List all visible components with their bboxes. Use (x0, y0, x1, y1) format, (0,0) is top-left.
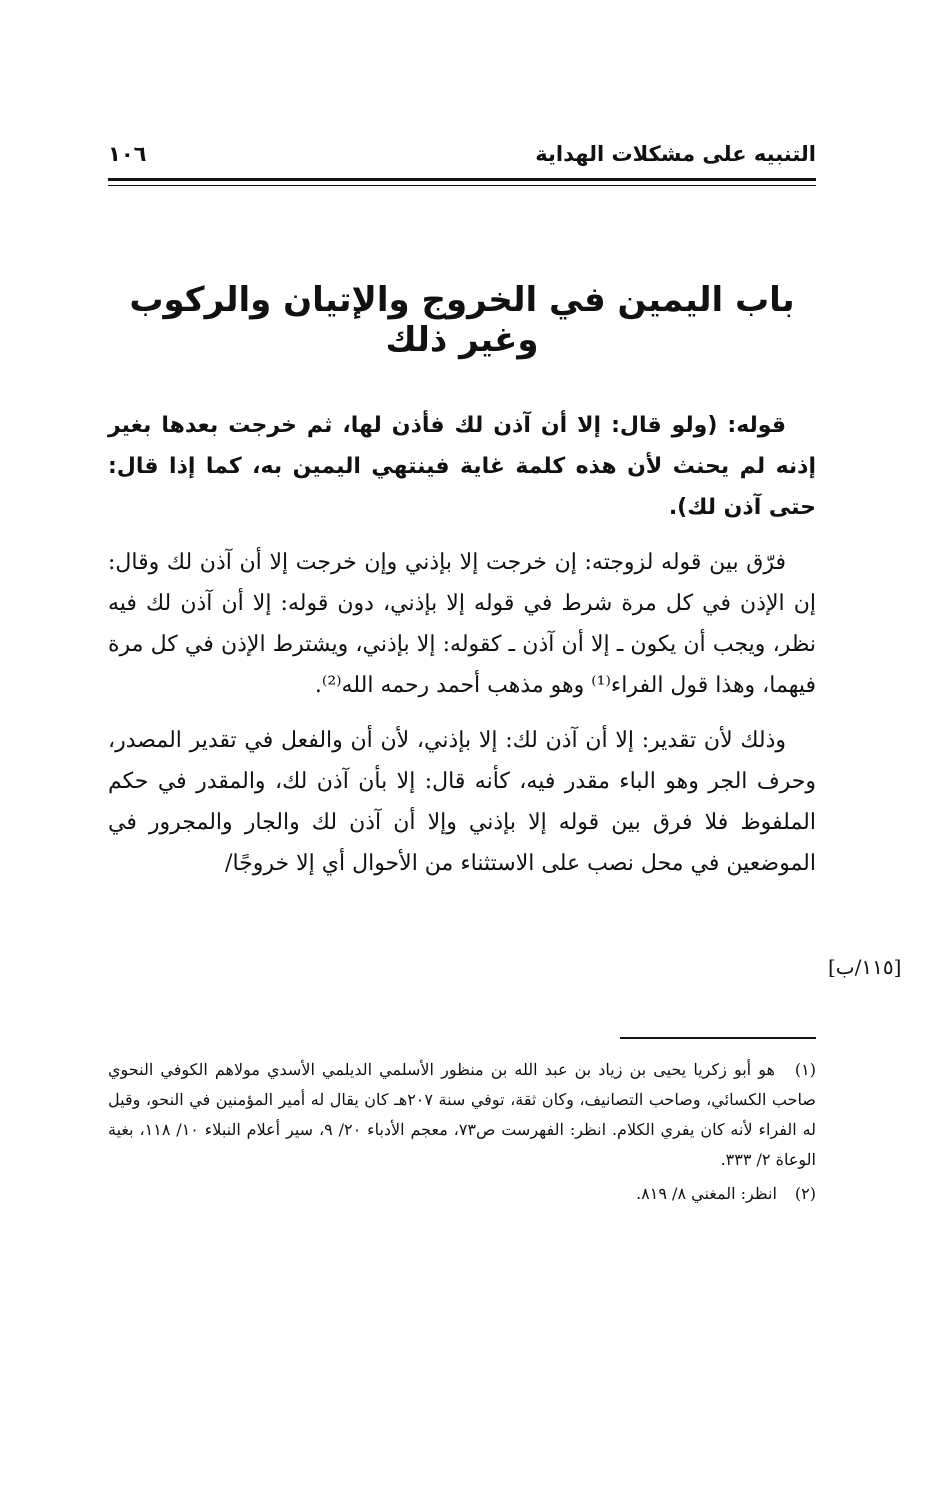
paragraph: فرّق بين قوله لزوجته: إن خرجت إلا بإذني وإن خرجت إلا أن آذن لك وقال: إن الإذن في كل مرة شرط في قوله إلا بإذني، دون قوله: إلا أن آذن لك فيه نظر، ويجب أن يكون ـ إلا أن آذن ـ كقوله: إلا بإذني، ويشترط الإذن في كل مرة فيهما، وهذا قول الفراء⁽¹⁾ وهو مذهب أحمد رحمه الله⁽²⁾. (108, 550, 816, 698)
footnote-separator (620, 1037, 816, 1039)
footnote-number: (٢) (794, 1184, 816, 1203)
margin-folio-note: [١١٥/ب] (828, 955, 902, 979)
chapter-title: باب اليمين في الخروج والإتيان والركوب وغير ذلك (129, 280, 795, 360)
header-rule-thin (108, 185, 816, 186)
footnote-number: (١) (794, 1060, 816, 1079)
paragraph-quote: قوله: (ولو قال: إلا أن آذن لك فأذن لها، ثم خرجت بعدها بغير إذنه لم يحنث لأن هذه كلمة غاية فينتهي اليمين به، كما إذا قال: حتى آذن لك). (108, 413, 816, 520)
paragraph: وذلك لأن تقدير: إلا أن آذن لك: إلا بإذني، لأن أن والفعل في تقدير المصدر، وحرف الجر وهو الباء مقدر فيه، كأنه قال: إلا بأن آذن لك، والمقدر في حكم الملفوظ فلا فرق بين قوله إلا بإذني وإلا أن آذن لك والجار والمجرور في الموضعين في محل نصب على الاستثناء من الأحوال أي إلا خروجًا/ (108, 728, 816, 876)
footnotes (108, 1055, 816, 1213)
page-header (108, 138, 816, 178)
body-text (108, 405, 816, 898)
footnote-text: هو أبو زكريا يحيى بن زياد بن عبد الله بن منظور الأسلمي الديلمي الأسدي مولاهم الكوفي النحوي صاحب الكسائي، وصاحب التصانيف، وكان ثقة، توفي سنة ٢٠٧هـ كان يقال له أمير المؤمنين في النحو، وقيل له الفراء لأنه كان يفري الكلام. انظر: الفهرست ص٧٣، معجم الأدباء ٢٠/ ٩، سير أعلام النبلاء ١٠/ ١١٨، بغية الوعاة ٢/ ٣٣٣. (108, 1060, 817, 1169)
footnote-text: انظر: المغني ٨/ ٨١٩. (636, 1184, 777, 1203)
running-title: التنبيه على مشكلات الهداية (535, 142, 816, 166)
footnote (108, 1055, 816, 1175)
footnote (108, 1179, 816, 1209)
page-number: ١٠٦ (108, 142, 147, 166)
header-rule-thick (108, 178, 816, 181)
